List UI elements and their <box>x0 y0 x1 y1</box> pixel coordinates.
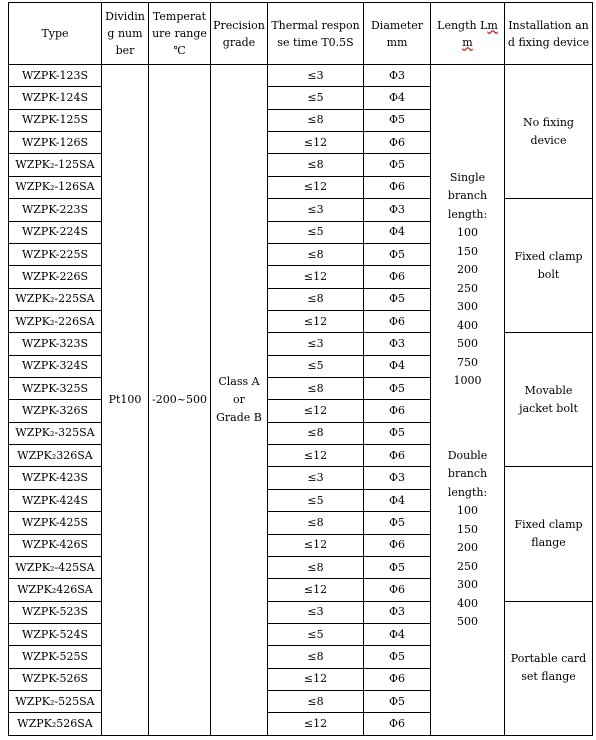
type-cell: WZPK-225S <box>9 243 102 265</box>
type-cell: WZPK-423S <box>9 467 102 489</box>
type-cell: WZPK-226S <box>9 266 102 288</box>
thermal-response-cell: ≤8 <box>268 243 364 265</box>
thermal-response-cell: ≤3 <box>268 601 364 623</box>
installation-line: No fixing <box>523 115 574 129</box>
diameter-cell: Φ6 <box>364 266 431 288</box>
diameter-cell: Φ3 <box>364 467 431 489</box>
length-single-value: 500 <box>457 337 478 350</box>
thermal-response-cell: ≤12 <box>268 176 364 198</box>
diameter-cell: Φ6 <box>364 579 431 601</box>
length-cell <box>431 65 505 736</box>
type-cell: WZPK₂526SA <box>9 713 102 736</box>
installation-line: Movable <box>524 383 573 397</box>
installation-line: Fixed clamp <box>514 518 583 532</box>
length-single-title: length: <box>447 207 488 221</box>
type-cell: WZPK-124S <box>9 87 102 109</box>
table-row <box>9 467 593 489</box>
thermal-response-cell: ≤8 <box>268 691 364 713</box>
header-precision-grade: Precision grade <box>211 3 268 65</box>
type-cell: WZPK-123S <box>9 65 102 87</box>
thermal-response-cell: ≤3 <box>268 65 364 87</box>
type-cell: WZPK₂-226SA <box>9 310 102 332</box>
length-single-value: 100 <box>457 226 478 239</box>
installation-line: Portable card <box>510 652 587 666</box>
thermal-response-cell: ≤3 <box>268 467 364 489</box>
length-single-title: branch <box>447 189 488 202</box>
diameter-cell: Φ4 <box>364 87 431 109</box>
temperature-range-cell: -200~500 <box>149 65 211 736</box>
diameter-cell: Φ6 <box>364 668 431 690</box>
installation-cell <box>505 65 593 199</box>
length-single-value: 250 <box>457 281 478 295</box>
header-row <box>9 3 593 65</box>
diameter-cell: Φ6 <box>364 310 431 332</box>
installation-line: bolt <box>537 267 560 281</box>
diameter-cell: Φ3 <box>364 601 431 623</box>
thermal-response-cell: ≤8 <box>268 109 364 131</box>
header-diameter: Diameter mm <box>364 3 431 65</box>
length-single-value: 400 <box>457 318 478 332</box>
length-double-value: 500 <box>457 615 478 628</box>
thermal-response-cell: ≤5 <box>268 489 364 511</box>
diameter-cell: Φ5 <box>364 556 431 578</box>
thermal-response-cell: ≤8 <box>268 512 364 534</box>
header-dividing-number: Dividing number <box>102 3 149 65</box>
diameter-cell: Φ6 <box>364 176 431 198</box>
header-length <box>431 3 505 65</box>
header-length-unit: mm <box>462 18 498 49</box>
length-single-value: 300 <box>457 300 478 313</box>
type-cell: WZPK₂326SA <box>9 445 102 467</box>
spec-table <box>8 2 593 736</box>
type-cell: WZPK₂-425SA <box>9 556 102 578</box>
thermal-response-cell: ≤5 <box>268 355 364 377</box>
type-cell: WZPK-325S <box>9 378 102 400</box>
type-cell: WZPK₂-325SA <box>9 422 102 444</box>
installation-cell <box>505 601 593 735</box>
length-single-title: Single <box>449 170 486 184</box>
type-cell: WZPK-224S <box>9 221 102 243</box>
diameter-cell: Φ5 <box>364 154 431 176</box>
header-temperature-range: Temperature range ℃ <box>149 3 211 65</box>
thermal-response-cell: ≤12 <box>268 310 364 332</box>
thermal-response-cell: ≤5 <box>268 221 364 243</box>
precision-line: Grade B <box>216 411 262 424</box>
installation-line: device <box>530 133 567 147</box>
diameter-cell: Φ5 <box>364 691 431 713</box>
length-gap <box>433 391 502 447</box>
thermal-response-cell: ≤12 <box>268 132 364 154</box>
thermal-response-cell: ≤3 <box>268 333 364 355</box>
thermal-response-cell: ≤8 <box>268 378 364 400</box>
precision-line: Class A <box>218 375 260 388</box>
length-double-value: 300 <box>457 578 478 591</box>
diameter-cell: Φ5 <box>364 422 431 444</box>
thermal-response-cell: ≤12 <box>268 668 364 690</box>
diameter-cell: Φ5 <box>364 512 431 534</box>
diameter-cell: Φ6 <box>364 713 431 736</box>
installation-cell <box>505 333 593 467</box>
diameter-cell: Φ5 <box>364 378 431 400</box>
type-cell: WZPK-425S <box>9 512 102 534</box>
length-double-value: 100 <box>457 504 478 517</box>
thermal-response-cell: ≤8 <box>268 154 364 176</box>
diameter-cell: Φ6 <box>364 445 431 467</box>
precision-grade-cell <box>211 65 268 736</box>
diameter-cell: Φ3 <box>364 333 431 355</box>
length-double-value: 200 <box>457 541 478 554</box>
length-double-value: 150 <box>457 522 478 536</box>
diameter-cell: Φ4 <box>364 489 431 511</box>
diameter-cell: Φ6 <box>364 132 431 154</box>
header-installation: Installation and fixing device <box>505 3 593 65</box>
type-cell: WZPK₂426SA <box>9 579 102 601</box>
thermal-response-cell: ≤12 <box>268 579 364 601</box>
thermal-response-cell: ≤12 <box>268 400 364 422</box>
thermal-response-cell: ≤5 <box>268 623 364 645</box>
installation-line: jacket bolt <box>519 401 578 415</box>
header-type: Type <box>9 3 102 65</box>
type-cell: WZPK₂-126SA <box>9 176 102 198</box>
diameter-cell: Φ5 <box>364 288 431 310</box>
thermal-response-cell: ≤12 <box>268 445 364 467</box>
length-single-value: 750 <box>457 355 478 369</box>
thermal-response-cell: ≤12 <box>268 266 364 288</box>
diameter-cell: Φ4 <box>364 623 431 645</box>
installation-line: Fixed clamp <box>514 249 583 263</box>
length-single-value: 150 <box>457 244 478 258</box>
type-cell: WZPK-223S <box>9 199 102 221</box>
thermal-response-cell: ≤5 <box>268 87 364 109</box>
length-double-value: 400 <box>457 596 478 610</box>
length-double-title: branch <box>447 467 488 480</box>
length-double-title: length: <box>447 485 488 499</box>
length-single-value: 200 <box>457 263 478 276</box>
diameter-cell: Φ5 <box>364 646 431 668</box>
thermal-response-cell: ≤8 <box>268 422 364 444</box>
diameter-cell: Φ6 <box>364 400 431 422</box>
thermal-response-cell: ≤3 <box>268 199 364 221</box>
thermal-response-cell: ≤8 <box>268 288 364 310</box>
diameter-cell: Φ4 <box>364 221 431 243</box>
diameter-cell: Φ4 <box>364 355 431 377</box>
thermal-response-cell: ≤8 <box>268 646 364 668</box>
thermal-response-cell: ≤12 <box>268 534 364 556</box>
type-cell: WZPK-324S <box>9 355 102 377</box>
type-cell: WZPK-523S <box>9 601 102 623</box>
diameter-cell: Φ3 <box>364 199 431 221</box>
type-cell: WZPK-125S <box>9 109 102 131</box>
precision-line: or <box>233 393 245 406</box>
installation-cell <box>505 467 593 601</box>
diameter-cell: Φ5 <box>364 109 431 131</box>
dividing-number-cell: Pt100 <box>102 65 149 736</box>
table-row <box>9 601 593 623</box>
table-row <box>9 333 593 355</box>
thermal-response-cell: ≤12 <box>268 713 364 736</box>
type-cell: WZPK₂-125SA <box>9 154 102 176</box>
installation-cell <box>505 199 593 333</box>
length-double-title: Double <box>447 448 488 462</box>
type-cell: WZPK-126S <box>9 132 102 154</box>
diameter-cell: Φ3 <box>364 65 431 87</box>
type-cell: WZPK-426S <box>9 534 102 556</box>
type-cell: WZPK-525S <box>9 646 102 668</box>
type-cell: WZPK-323S <box>9 333 102 355</box>
type-cell: WZPK₂-225SA <box>9 288 102 310</box>
type-cell: WZPK-326S <box>9 400 102 422</box>
diameter-cell: Φ5 <box>364 243 431 265</box>
table-row <box>9 199 593 221</box>
header-thermal-response: Thermal response time T0.5S <box>268 3 364 65</box>
type-cell: WZPK-424S <box>9 489 102 511</box>
length-double-value: 250 <box>457 559 478 573</box>
type-cell: WZPK₂-525SA <box>9 691 102 713</box>
installation-line: set flange <box>521 670 576 684</box>
header-length-label: Length L <box>437 18 488 32</box>
installation-line: flange <box>531 536 566 550</box>
table-row <box>9 65 593 87</box>
type-cell: WZPK-524S <box>9 623 102 645</box>
diameter-cell: Φ6 <box>364 534 431 556</box>
type-cell: WZPK-526S <box>9 668 102 690</box>
length-single-value: 1000 <box>453 374 482 387</box>
thermal-response-cell: ≤8 <box>268 556 364 578</box>
